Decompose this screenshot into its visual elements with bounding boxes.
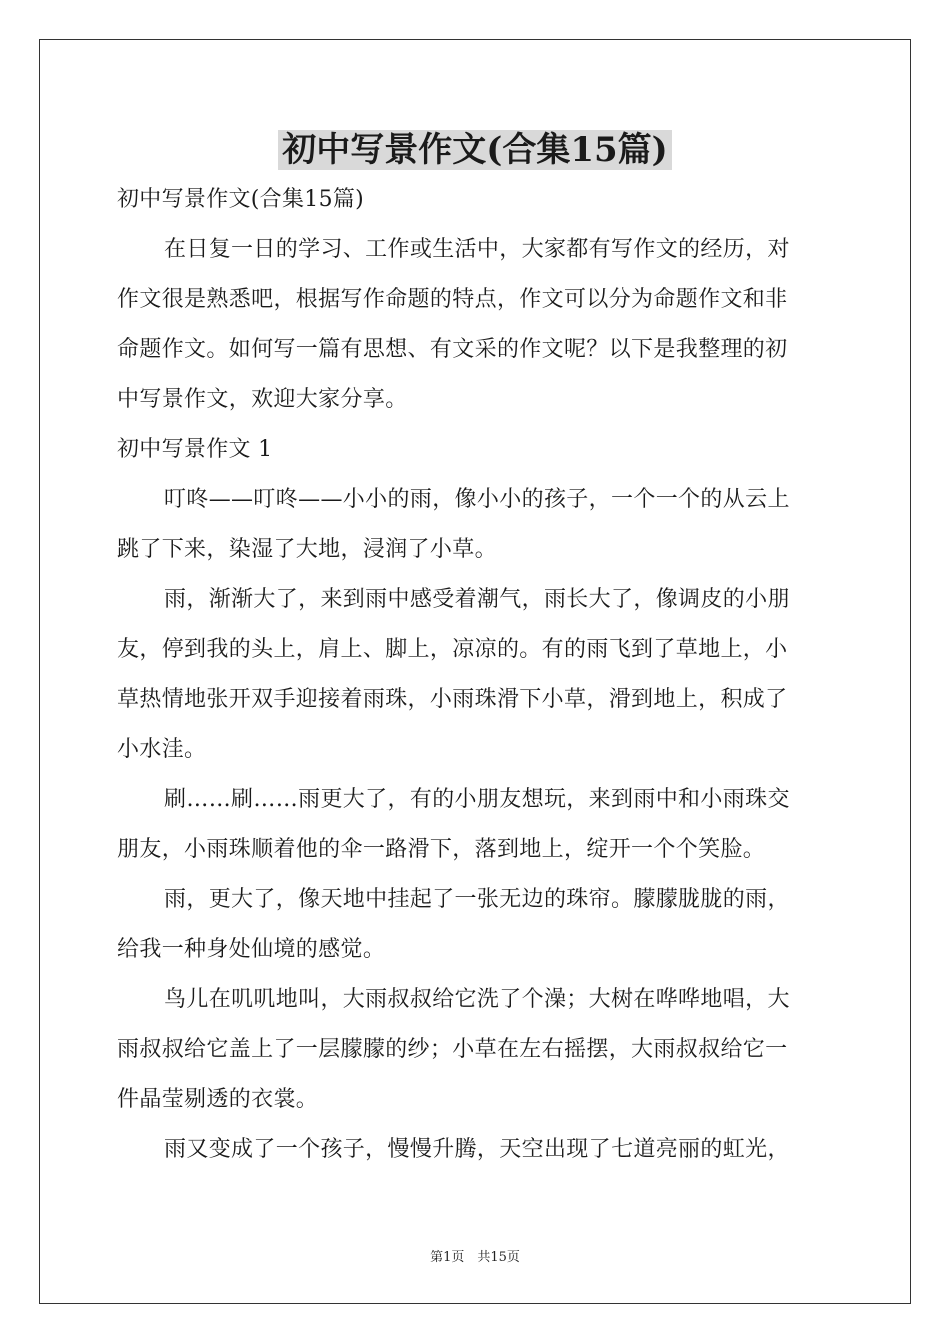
paragraph-line: 雨叔叔给它盖上了一层朦朦的纱；小草在左右摇摆，大雨叔叔给它一 xyxy=(117,1037,788,1062)
paragraph-line: 雨又变成了一个孩子，慢慢升腾，天空出现了七道亮丽的虹光， xyxy=(164,1137,790,1162)
paragraph-line: 草热情地张开双手迎接着雨珠，小雨珠滑下小草，滑到地上，积成了 xyxy=(117,687,788,712)
paragraph-line: 雨，更大了，像天地中挂起了一张无边的珠帘。朦朦胧胧的雨， xyxy=(164,887,790,912)
page-number: 第1页 共15页 xyxy=(430,1250,520,1265)
paragraph-line: 叮咚——叮咚——小小的雨，像小小的孩子，一个一个的从云上 xyxy=(164,487,790,512)
paragraph-line: 小水洼。 xyxy=(117,737,207,762)
document-body xyxy=(117,175,837,1175)
intro-line: 作文很是熟悉吧，根据写作命题的特点，作文可以分为命题作文和非 xyxy=(117,287,788,312)
intro-line: 命题作文。如何写一篇有思想、有文采的作文呢？以下是我整理的初 xyxy=(117,337,788,362)
paragraph-line: 朋友，小雨珠顺着他的伞一路滑下，落到地上，绽开一个个笑脸。 xyxy=(117,837,766,862)
paragraph-line: 跳了下来，染湿了大地，浸润了小草。 xyxy=(117,537,497,562)
intro-line: 中写景作文，欢迎大家分享。 xyxy=(117,387,408,412)
document-subtitle: 初中写景作文(合集15篇) xyxy=(117,187,365,212)
page-footer xyxy=(0,1246,950,1265)
intro-line: 在日复一日的学习、工作或生活中，大家都有写作文的经历，对 xyxy=(164,237,790,262)
paragraph-line: 给我一种身处仙境的感觉。 xyxy=(117,937,386,962)
document-title xyxy=(0,126,950,174)
paragraph-line: 友，停到我的头上，肩上、脚上，凉凉的。有的雨飞到了草地上，小 xyxy=(117,637,788,662)
document-title-text: 初中写景作文(合集15篇) xyxy=(278,130,672,170)
paragraph-line: 鸟儿在叽叽地叫，大雨叔叔给它洗了个澡；大树在哗哗地唱，大 xyxy=(164,987,790,1012)
paragraph-line: 刷……刷……雨更大了，有的小朋友想玩，来到雨中和小雨珠交 xyxy=(164,787,790,812)
paragraph-line: 件晶莹剔透的衣裳。 xyxy=(117,1087,319,1112)
paragraph-line: 雨，渐渐大了，来到雨中感受着潮气，雨长大了，像调皮的小朋 xyxy=(164,587,790,612)
section-heading: 初中写景作文 1 xyxy=(117,437,273,462)
